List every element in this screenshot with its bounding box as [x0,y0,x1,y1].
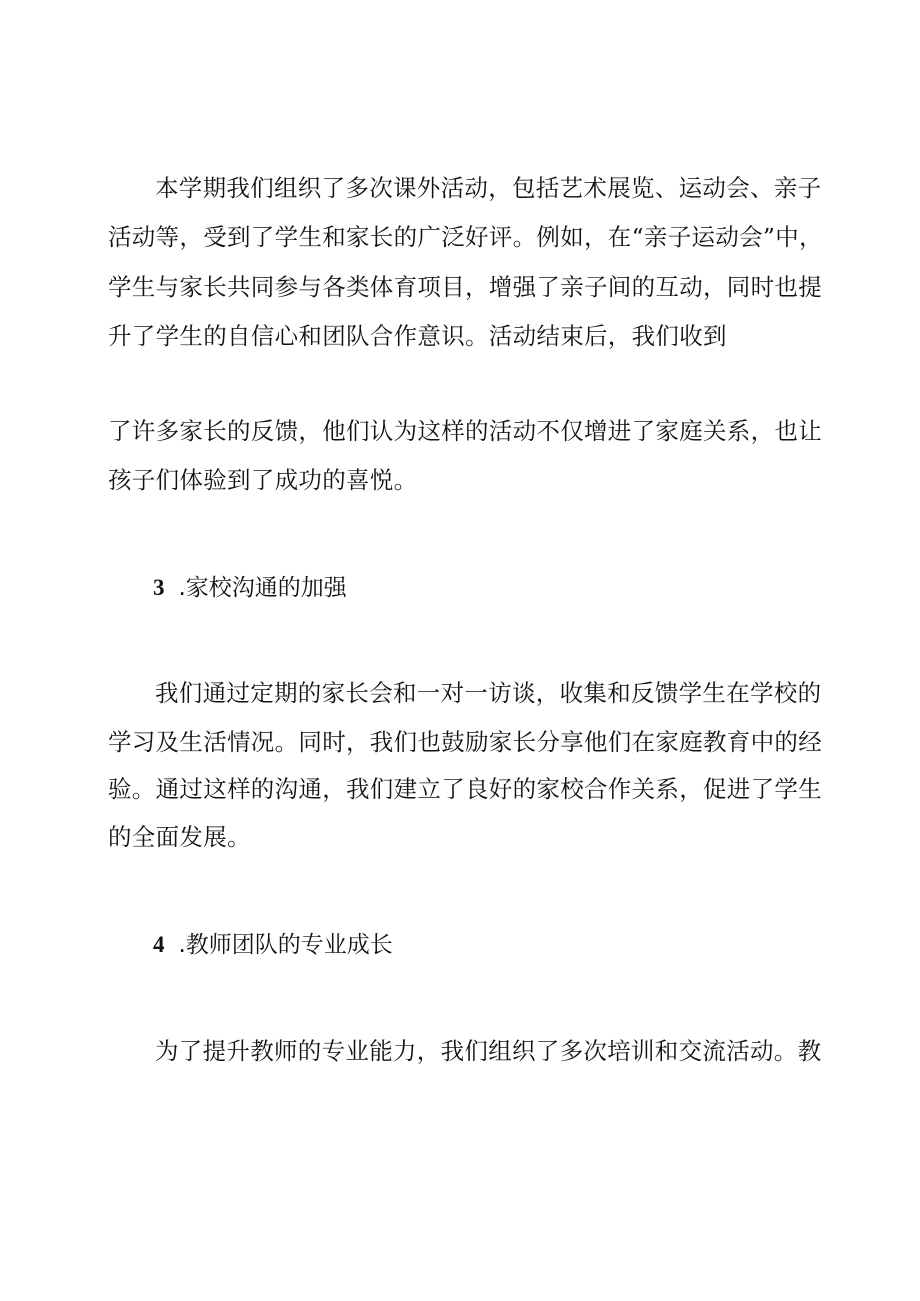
paragraph-line: 孩子们体验到了成功的喜悦。 [108,466,418,494]
paragraph-line: 为了提升教师的专业能力，我们组织了多次培训和交流活动。教 [155,1037,822,1065]
section-title: .家校沟通的加强 [178,575,347,601]
paragraph-line: 本学期我们组织了多次课外活动，包括艺术展览、运动会、亲子 [155,174,822,202]
section-title: .教师团队的专业成长 [178,932,393,958]
paragraph-line: 了许多家长的反馈，他们认为这样的活动不仅增进了家庭关系，也让 [108,417,822,445]
paragraph-line: 验。通过这样的沟通，我们建立了良好的家校合作关系，促进了学生 [108,775,822,803]
paragraph-line: 的全面发展。 [108,823,251,851]
paragraph-line: 我们通过定期的家长会和一对一访谈，收集和反馈学生在学校的 [155,679,822,707]
paragraph-line: 学习及生活情况。同时，我们也鼓励家长分享他们在家庭教育中的经 [108,728,822,756]
section-number: 3 [153,575,165,600]
paragraph-line: 活动等，受到了学生和家长的广泛好评。例如，在“亲子运动会”中， [108,223,823,251]
paragraph-line: 升了学生的自信心和团队合作意识。活动结束后，我们收到 [108,322,727,350]
paragraph-line: 学生与家长共同参与各类体育项目，增强了亲子间的互动，同时也提 [108,273,822,301]
section-heading-4 [153,930,393,960]
section-number: 4 [153,932,165,957]
section-heading-3 [153,573,347,603]
